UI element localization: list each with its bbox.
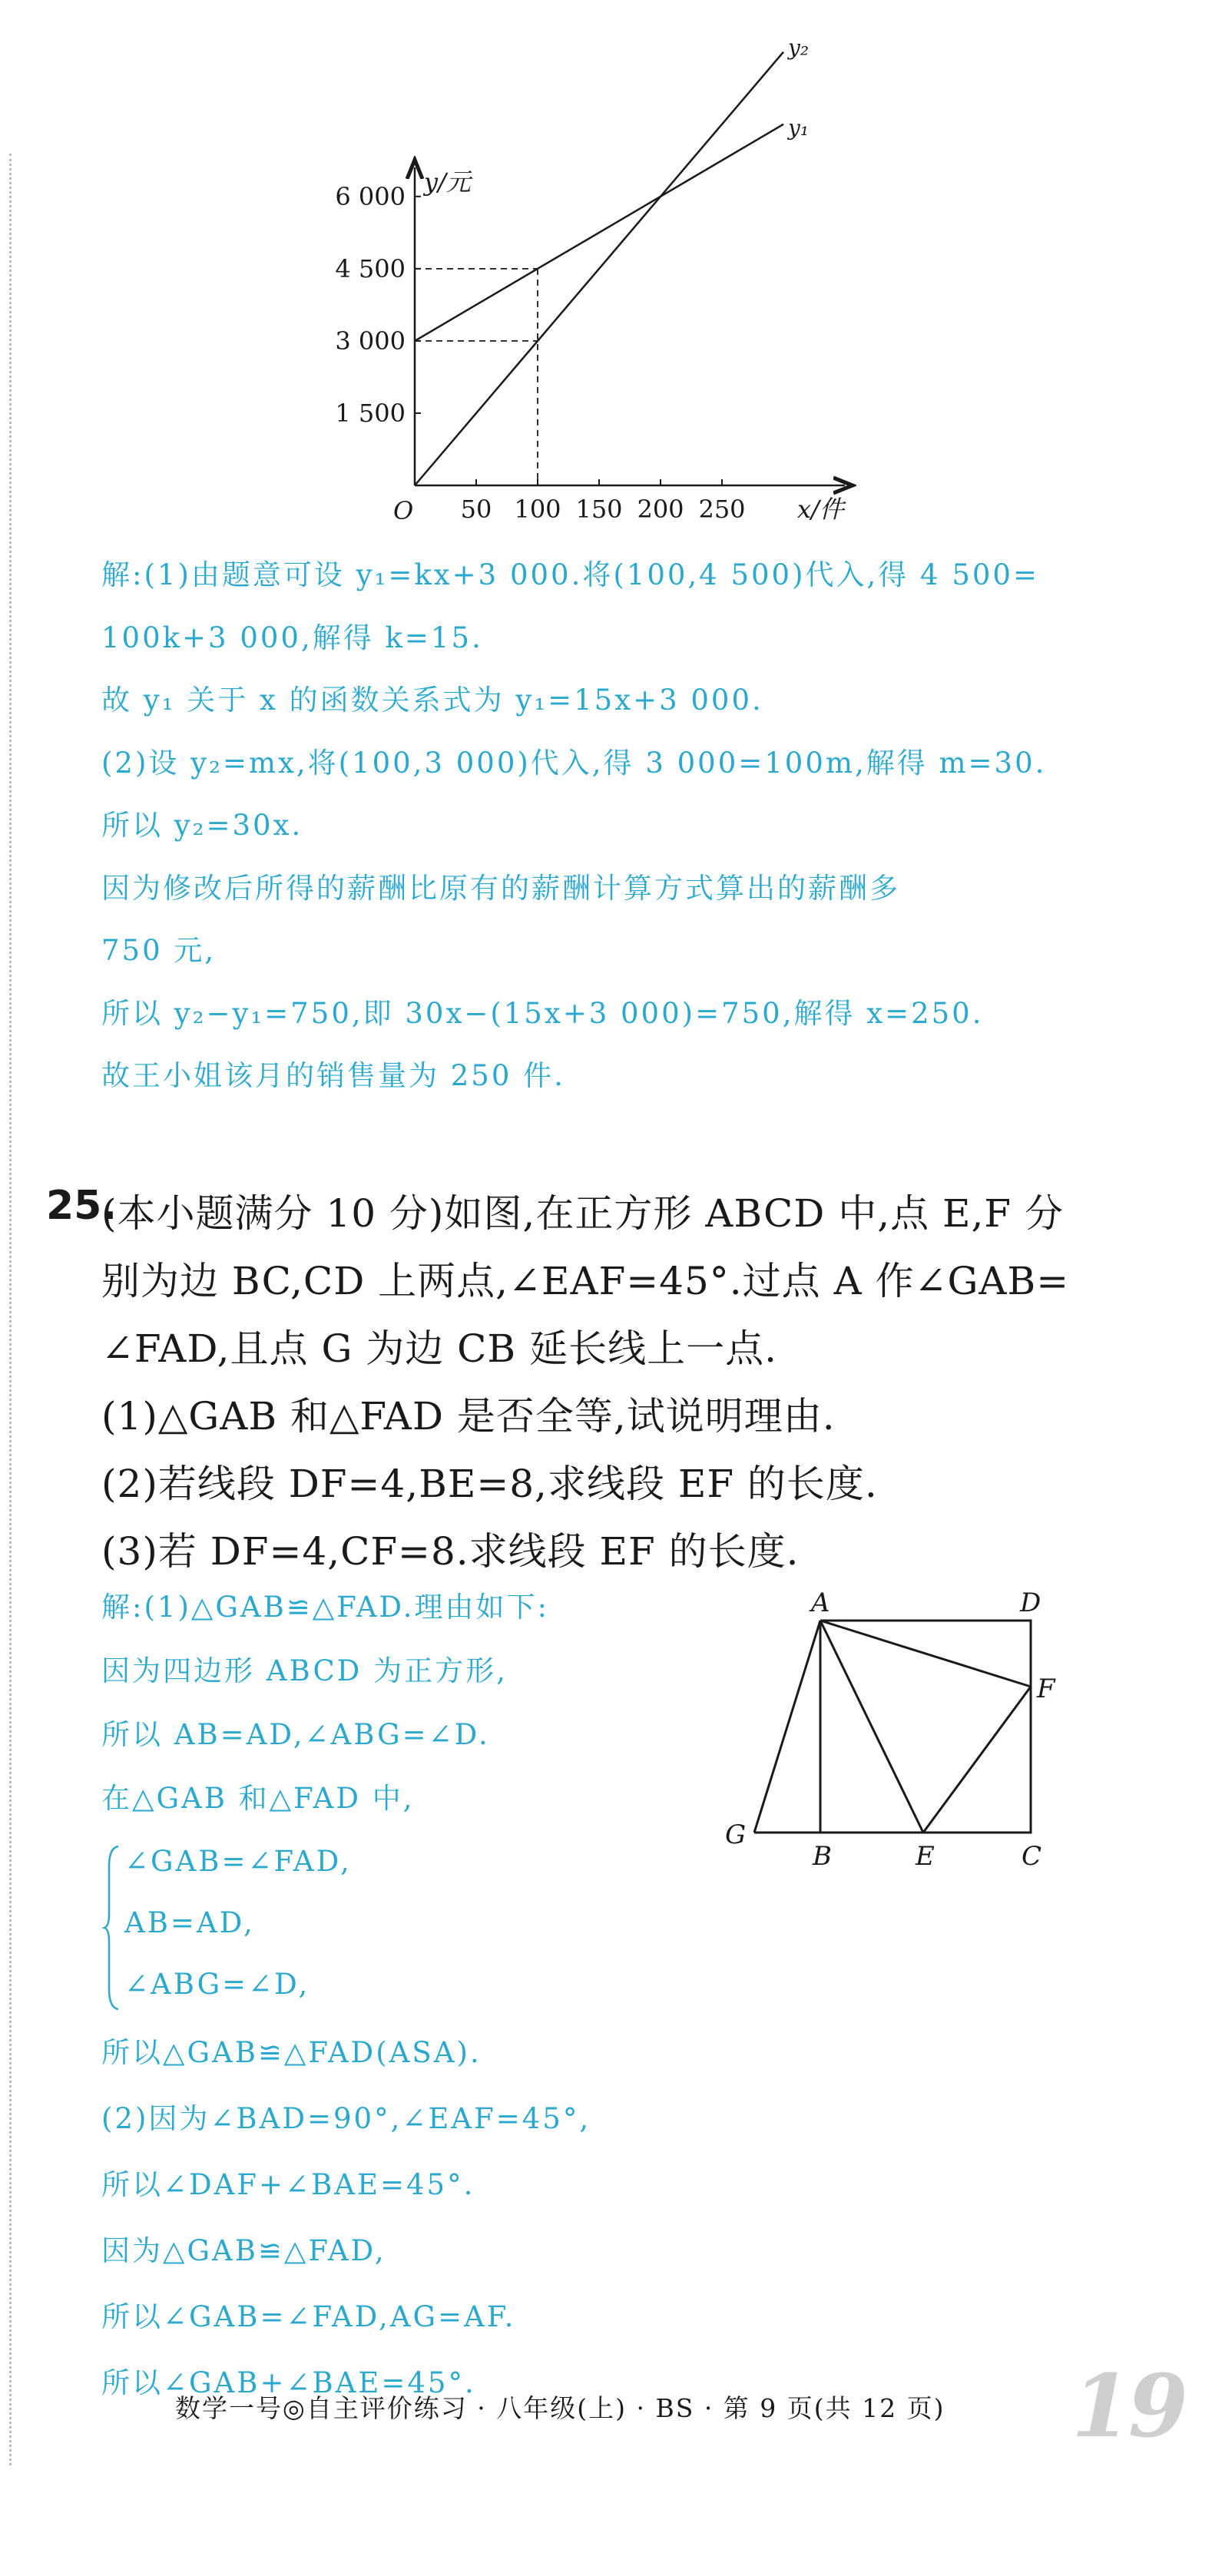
sol24-line: (2)设 y₂=mx,将(100,3 000)代入,得 3 000=100m,解得 m=30. [101, 746, 1047, 780]
y-tick-label: 6 000 [335, 181, 406, 211]
page-number: 19 [1071, 2356, 1185, 2457]
label-F: F [1037, 1674, 1055, 1704]
sol24-line: 100k+3 000,解得 k=15. [101, 621, 483, 654]
sol25a-line: 因为四边形 ABCD 为正方形, [101, 1654, 508, 1687]
sol24-line: 所以 y₂−y₁=750,即 30x−(15x+3 000)=750,解得 x=250. [101, 996, 984, 1030]
sol24-line: 因为修改后所得的薪酬比原有的薪酬计算方式算出的薪酬多 [101, 871, 900, 905]
label-C: C [1022, 1841, 1042, 1872]
segment-AE [820, 1621, 923, 1833]
series-label: y₂ [788, 35, 810, 61]
line-chart [292, 35, 876, 538]
footer-text: 数学一号◎自主评价练习 · 八年级(上) · BS · 第 9 页(共 12 页) [175, 2393, 945, 2423]
sol24-line: 解:(1)由题意可设 y₁=kx+3 000.将(100,4 500)代入,得 4 500= [101, 558, 1039, 591]
segment-EF [923, 1687, 1031, 1833]
label-B: B [813, 1841, 832, 1872]
x-tick-label: 50 [460, 495, 492, 524]
q25-line: (3)若 DF=4,CF=8.求线段 EF 的长度. [101, 1529, 800, 1574]
sol25sys-line: ∠GAB=∠FAD, [124, 1845, 352, 1878]
label-G: G [725, 1819, 747, 1850]
sol24-line: 故王小姐该月的销售量为 250 件. [101, 1059, 565, 1092]
origin-label: O [393, 496, 414, 525]
q25-line: (本小题满分 10 分)如图,在正方形 ABCD 中,点 E,F 分 [101, 1191, 1064, 1236]
y-axis-label: y/元 [424, 167, 471, 197]
sol25b-line: 所以△GAB≌△FAD(ASA). [101, 2036, 482, 2069]
series-line-1 [415, 124, 783, 341]
sol25a-line: 在△GAB 和△FAD 中, [101, 1782, 415, 1815]
x-axis-label: x/件 [797, 495, 844, 524]
q25-line: ∠FAD,且点 G 为边 CB 延长线上一点. [101, 1326, 777, 1371]
square-figure [714, 1574, 1075, 1872]
sol24-line: 750 元, [101, 934, 217, 967]
q25-line: 别为边 BC,CD 上两点,∠EAF=45°.过点 A 作∠GAB= [101, 1259, 1070, 1303]
margin-dotted-line [9, 154, 12, 2465]
y-tick-label: 3 000 [335, 326, 406, 356]
y-tick-label: 1 500 [335, 398, 406, 428]
x-tick-label: 100 [514, 495, 561, 524]
sol25b-line: (2)因为∠BAD=90°,∠EAF=45°, [101, 2102, 591, 2135]
sol25b-line: 所以∠DAF+∠BAE=45°. [101, 2168, 475, 2201]
label-E: E [916, 1841, 935, 1872]
system-brace [104, 1843, 121, 2012]
x-tick-label: 250 [698, 495, 746, 524]
sol25a-line: 所以 AB=AD,∠ABG=∠D. [101, 1718, 490, 1751]
sol25a-line: 解:(1)△GAB≌△FAD.理由如下: [101, 1591, 550, 1624]
sol25b-line: 因为△GAB≌△FAD, [101, 2234, 386, 2267]
segment-AF [820, 1621, 1031, 1687]
q25-line: (2)若线段 DF=4,BE=8,求线段 EF 的长度. [101, 1462, 878, 1506]
y-tick-label: 4 500 [335, 253, 406, 283]
sol25sys-line: ∠ABG=∠D, [124, 1968, 310, 2001]
label-D: D [1020, 1588, 1041, 1618]
sol24-line: 故 y₁ 关于 x 的函数关系式为 y₁=15x+3 000. [101, 684, 763, 717]
x-tick-label: 200 [637, 495, 684, 524]
sol25b-line: 所以∠GAB=∠FAD,AG=AF. [101, 2300, 516, 2333]
sol25sys-line: AB=AD, [124, 1906, 255, 1939]
square-outline [820, 1621, 1031, 1833]
x-tick-label: 150 [575, 495, 623, 524]
segment-AG [754, 1621, 820, 1833]
question-number: 25. [46, 1183, 118, 1229]
sol25b-line: 所以∠GAB+∠BAE=45°. [101, 2366, 476, 2399]
series-label: y₁ [788, 114, 810, 141]
q25-line: (1)△GAB 和△FAD 是否全等,试说明理由. [101, 1394, 836, 1439]
sol24-line: 所以 y₂=30x. [101, 809, 303, 842]
label-A: A [811, 1588, 830, 1618]
